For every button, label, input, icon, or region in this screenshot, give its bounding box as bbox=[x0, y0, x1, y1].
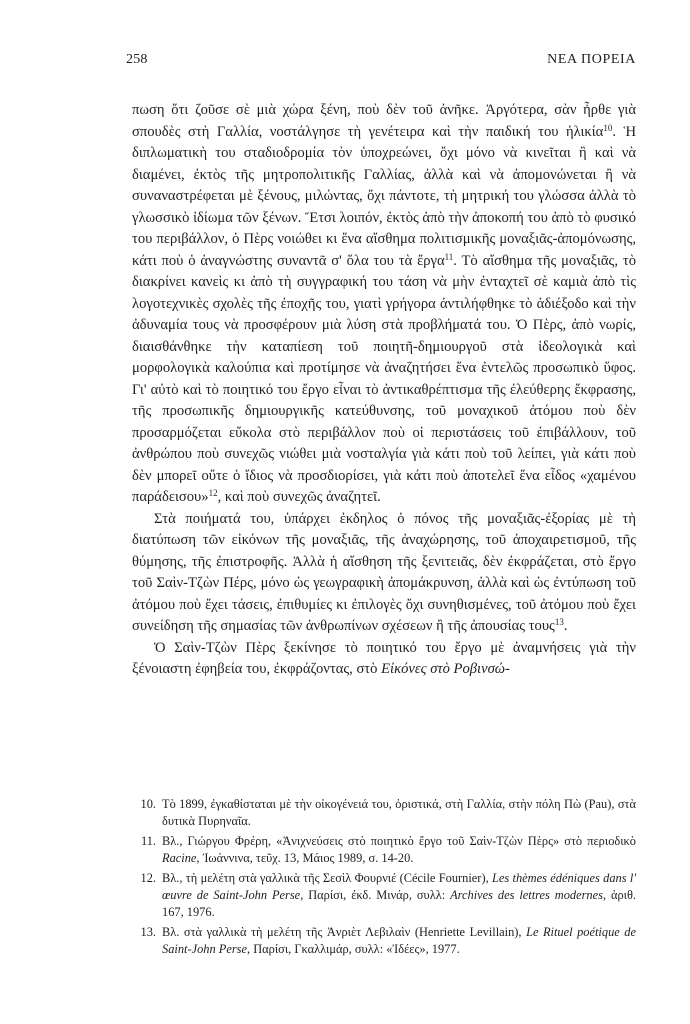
footnote-12 bbox=[132, 870, 636, 922]
text-span: , καὶ ποὺ συνεχῶς ἀναζητεῖ. bbox=[217, 489, 381, 505]
footnote-10 bbox=[132, 796, 636, 831]
footnote-ref-13: 13 bbox=[554, 617, 564, 627]
text-span: Βλ. στὰ γαλλικὰ τὴ μελέτη τῆς Ἀνριὲτ Λεβιλαὶν (Henriette Levillain), bbox=[162, 924, 527, 939]
text-span: . Τὸ αἴσθημα τῆς μοναξιᾶς, τὸ διακρίνει κανεὶς κι ἀπὸ τὴ συγγραφική του τάση νὰ μὴν ἐνταχτεῖ σὲ καμιὰ ἀπὸ τὶς λογοτεχνικὲς σχολὲς τῆς ἐποχῆς του, γιατὶ γρήγορα ἀντιλήφθηκε τὸ ἀδιέξοδο καὶ τὴν ἀδυναμία τους νὰ προσφέρουν μιὰ λύση στὰ προβλήματά του. Ὁ Πὲρς, ἀπὸ νωρίς, διαισθάνθηκε τὴν καταπίεση τοῦ ποιητῆ-δημιουργοῦ στὰ ἰδεολογικὰ καὶ μορφολογικὰ καλούπια καὶ προτίμησε νὰ ἀναζητήσει ἕνα ἐντελῶς προσωπικὸ ὕφος. Γι' αὐτὸ καὶ τὸ ποιητικό του ἔργο εἶναι τὸ ἀντικαθρέπτισμα τῆς ἐλεύθερης ἔκφρασης, τῆς προσωπικῆς δημιουργικῆς κατεύθυνσης, τοῦ μοναχικοῦ ἀτόμου ποὺ δὲν προσαρμόζεται εὔκολα στὸ περιβάλλον ποὺ οἱ περιστάσεις τοῦ ἐπιβάλλουν, τοῦ ἀνθρώπου ποὺ συνεχῶς νιώθει μιὰ νοσταλγία γιὰ κάτι ποὺ τοῦ λείπει, γιὰ κάτι ποὺ δὲν μπορεῖ οὔτε ὁ ἴδιος νὰ προσδιορίσει, γιὰ κάτι ποὺ ἀποτελεῖ ἕνα εἶδος «χαμένου παράδεισου» bbox=[132, 252, 636, 505]
text-span: . Ἡ διπλωματικὴ του σταδιοδρομία τὸν ὑποχρεώνει, ὄχι μόνο νὰ κινεῖται ἢ καὶ νὰ διαμένει, ἐκτὸς τῆς μητροπολιτικῆς Γαλλίας, ἀλλὰ καὶ νὰ ἀπομονώνεται ἢ νὰ συναναστρέφεται μὲ ξένους, μιλώντας, ὄχι πάντοτε, τὴ μητρική του γλώσσα ἀλλὰ τὸ γλωσσικὸ ἰδίωμα τῶν ξένων. Ἔτσι λοιπόν, ἐκτὸς ἀπὸ τὴν ἀποκοπή του ἀπὸ τὸ φυσικό του περιβάλλον, ὁ Πὲρς νοιώθει κι ἕνα αἴσθημα πολιτισμικῆς μοναξιᾶς-ἀπομόνωσης, κάτι ποὺ ὁ ἀναγνώστης συναντᾶ σ' ὅλα του τὰ ἔργα bbox=[132, 123, 636, 269]
footnote-text bbox=[162, 833, 636, 868]
text-span: Στὰ ποιήματά του, ὑπάρχει ἐκδηλος ὁ πόνος τῆς μοναξιᾶς-ἐξορίας μὲ τὴ διατύπωση τῶν εἰκόνων τῆς μοναξιᾶς, τῆς ἀναχώρησης, τοῦ ἀποχαιρετισμοῦ, τῆς θύμησης, τῆς ἐπιστροφῆς. Ἀλλὰ ἡ αἴσθηση τῆς ξενιτειᾶς, δὲν ἐκφράζεται, στὸ ἔργο τοῦ Σαὶν-Τζὼν Πέρς, μόνο ὡς γεωγραφικὴ ἀπομάκρυνση, ἀλλὰ καὶ ὡς ἐντύπωση τοῦ ἀτόμου ποὺ ἔχει τάσεις, ἐπιθυμίες κι ἐπιλογὲς ὄχι συνηθισμένες, τοῦ ἀτόμου ποὺ ἔχει συνείδηση τῆς σημασίας τῶν ἀνθρωπίνων σχέσεων ἢ τῆς ἀπουσίας τους bbox=[132, 510, 636, 634]
text-span: Βλ., Γιώργου Φρέρη, «Ἀνιχνεύσεις στὸ ποιητικὸ ἔργο τοῦ Σαὶν-Τζὼν Πὲρς» στὸ περιοδικὸ bbox=[162, 833, 636, 848]
running-title: ΝΕΑ ΠΟΡΕΙΑ bbox=[547, 52, 636, 67]
paragraph-3 bbox=[132, 638, 636, 681]
text-span: Ὁ Σαὶν-Τζὼν Πὲρς ξεκίνησε τὸ ποιητικό του ἔργο μὲ ἀναμνήσεις γιὰ τὴν ξένοιαστη ἐφηβεία του, ἐκφράζοντας, στὸ bbox=[132, 639, 636, 677]
footnote-ref-12: 12 bbox=[208, 488, 218, 498]
footnote-number: 11. bbox=[140, 833, 156, 848]
italic-title: Archives des lettres modernes bbox=[450, 888, 603, 903]
text-span: , ἀριθ. 167, 1976. bbox=[162, 888, 636, 920]
footnotes bbox=[132, 796, 636, 961]
text-span: Τὸ 1899, ἐγκαθίσταται μὲ τὴν οἰκογένειά του, ὁριστικά, στὴ Γαλλία, στὴν πόλη Πὼ (Pau), στὰ δυτικὰ Πυρηναῖα. bbox=[162, 797, 636, 829]
text-span: , Ἰωάννινα, τεῦχ. 13, Μάιος 1989, σ. 14-20. bbox=[196, 851, 414, 866]
italic-title: Le Rituel poétique de Saint-John Perse bbox=[162, 924, 636, 957]
footnote-number: 12. bbox=[140, 870, 156, 885]
italic-title: Les thèmes édéniques dans l' œuvre de Saint-John Perse bbox=[162, 870, 636, 903]
footnote-number: 13. bbox=[140, 924, 156, 939]
page-header bbox=[126, 52, 636, 74]
footnote-ref-10: 10 bbox=[603, 122, 613, 133]
paragraph-2 bbox=[132, 509, 636, 638]
footnote-ref-11: 11 bbox=[444, 251, 454, 262]
italic-title: Εἰκόνες στὸ Ροβινσώ- bbox=[381, 661, 510, 677]
footnote-11 bbox=[132, 833, 636, 868]
text-span: . bbox=[563, 618, 568, 634]
footnote-text bbox=[162, 796, 636, 831]
text-span: πωση ὅτι ζοῦσε σὲ μιὰ χώρα ξένη, ποὺ δὲν τοῦ ἀνῆκε. Ἀργότερα, σὰν ἦρθε γιὰ σπουδὲς στὴ Γαλλία, νοστάλγησε τὴ γενέτειρα καὶ τὴν παιδική του ἡλικία bbox=[132, 102, 636, 140]
footnote-text bbox=[162, 924, 636, 959]
footnote-text bbox=[162, 870, 636, 922]
footnote-number: 10. bbox=[140, 797, 156, 811]
paragraph-1 bbox=[132, 100, 636, 509]
page-number: 258 bbox=[126, 52, 148, 67]
main-text bbox=[132, 100, 636, 681]
text-span: Βλ., τὴ μελέτη στὰ γαλλικὰ τῆς Σεσὶλ Φουρνιέ (Cécile Fournier), bbox=[162, 870, 492, 885]
italic-title: Racine bbox=[162, 851, 197, 866]
footnote-13 bbox=[132, 924, 636, 959]
text-span: , Παρίσι, Γκαλλιμάρ, συλλ: «Ἰδέες», 1977. bbox=[247, 942, 460, 957]
text-span: , Παρίσι, ἐκδ. Μινάρ, συλλ: bbox=[300, 888, 451, 903]
